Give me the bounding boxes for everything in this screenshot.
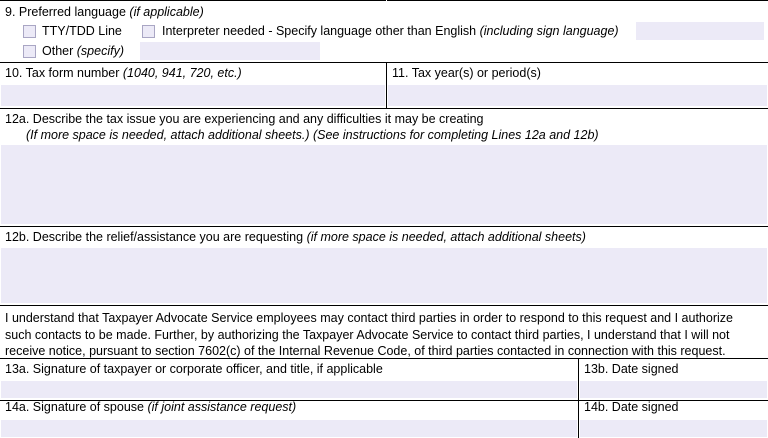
checkbox-other-label-italic: (specify) [76, 44, 124, 58]
line9-label [5, 5, 204, 19]
checkbox-other-label [42, 44, 124, 58]
checkbox-interpreter-label-text: Interpreter needed - Specify language other than English [162, 24, 477, 38]
line13b-label: 13b. Date signed [584, 362, 679, 376]
divider-line13 [0, 358, 768, 359]
top-border-gap [386, 0, 387, 1]
line12b-label-text: 12b. Describe the relief/assistance you are requesting [5, 230, 304, 244]
line12a-label: 12a. Describe the tax issue you are experiencing and any difficulties it may be creating [5, 112, 484, 126]
checkbox-interpreter-label-italic: (including sign language) [479, 24, 619, 38]
line14a-label-italic: (if joint assistance request) [147, 400, 297, 414]
line12b-textarea[interactable] [1, 248, 767, 303]
checkbox-interpreter-label [162, 24, 619, 38]
divider-line12a [0, 108, 768, 109]
divider-line12b [0, 226, 768, 227]
line12b-label-italic: (if more space is needed, attach additional sheets) [306, 230, 586, 244]
consent-paragraph: I understand that Taxpayer Advocate Service employees may contact third parties in order to respond to this request and I authorize such contacts to be made. Further, by authorizing the Taxpayer Advocate Service to contact third parties, I understand that I will not receive notice, pursuant to section 7602(c) of the Internal Revenue Code, of third parties contacted in connection with this request. [5, 311, 733, 358]
divider-vertical-line14 [578, 400, 579, 438]
checkbox-tty-tdd-label: TTY/TDD Line [42, 24, 122, 38]
line11-label: 11. Tax year(s) or period(s) [392, 66, 541, 80]
checkbox-other[interactable] [23, 45, 36, 58]
line10-label-italic: (1040, 941, 720, etc.) [122, 66, 242, 80]
checkbox-tty-tdd[interactable] [23, 25, 36, 38]
interpreter-language-input[interactable] [636, 22, 764, 40]
line10-label [5, 66, 242, 80]
top-border [0, 0, 768, 1]
line11-input[interactable] [388, 85, 767, 106]
line12b-label [5, 230, 586, 244]
line12a-textarea[interactable] [1, 145, 767, 224]
line14a-label-text: 14a. Signature of spouse [5, 400, 144, 414]
line10-label-text: 10. Tax form number [5, 66, 120, 80]
line10-input[interactable] [1, 85, 385, 106]
line13b-date-input[interactable] [580, 381, 767, 398]
divider-line10 [0, 62, 768, 63]
divider-vertical-line13 [578, 358, 579, 400]
line14a-label [5, 400, 296, 414]
divider-vertical-line10-11 [386, 62, 387, 108]
line14a-signature-input[interactable] [1, 420, 577, 437]
line14b-label: 14b. Date signed [584, 400, 679, 414]
line12a-sublabel: (If more space is needed, attach additional sheets.) (See instructions for completing Lines 12a and 12b) [26, 128, 599, 142]
line9-label-italic: (if applicable) [129, 5, 204, 19]
divider-consent [0, 305, 768, 306]
line13a-label: 13a. Signature of taxpayer or corporate officer, and title, if applicable [5, 362, 383, 376]
checkbox-interpreter[interactable] [142, 25, 155, 38]
line9-label-text: 9. Preferred language [5, 5, 126, 19]
other-language-input[interactable] [140, 42, 320, 60]
checkbox-other-label-text: Other [42, 44, 74, 58]
line14b-date-input[interactable] [580, 420, 767, 437]
line13a-signature-input[interactable] [1, 381, 577, 398]
